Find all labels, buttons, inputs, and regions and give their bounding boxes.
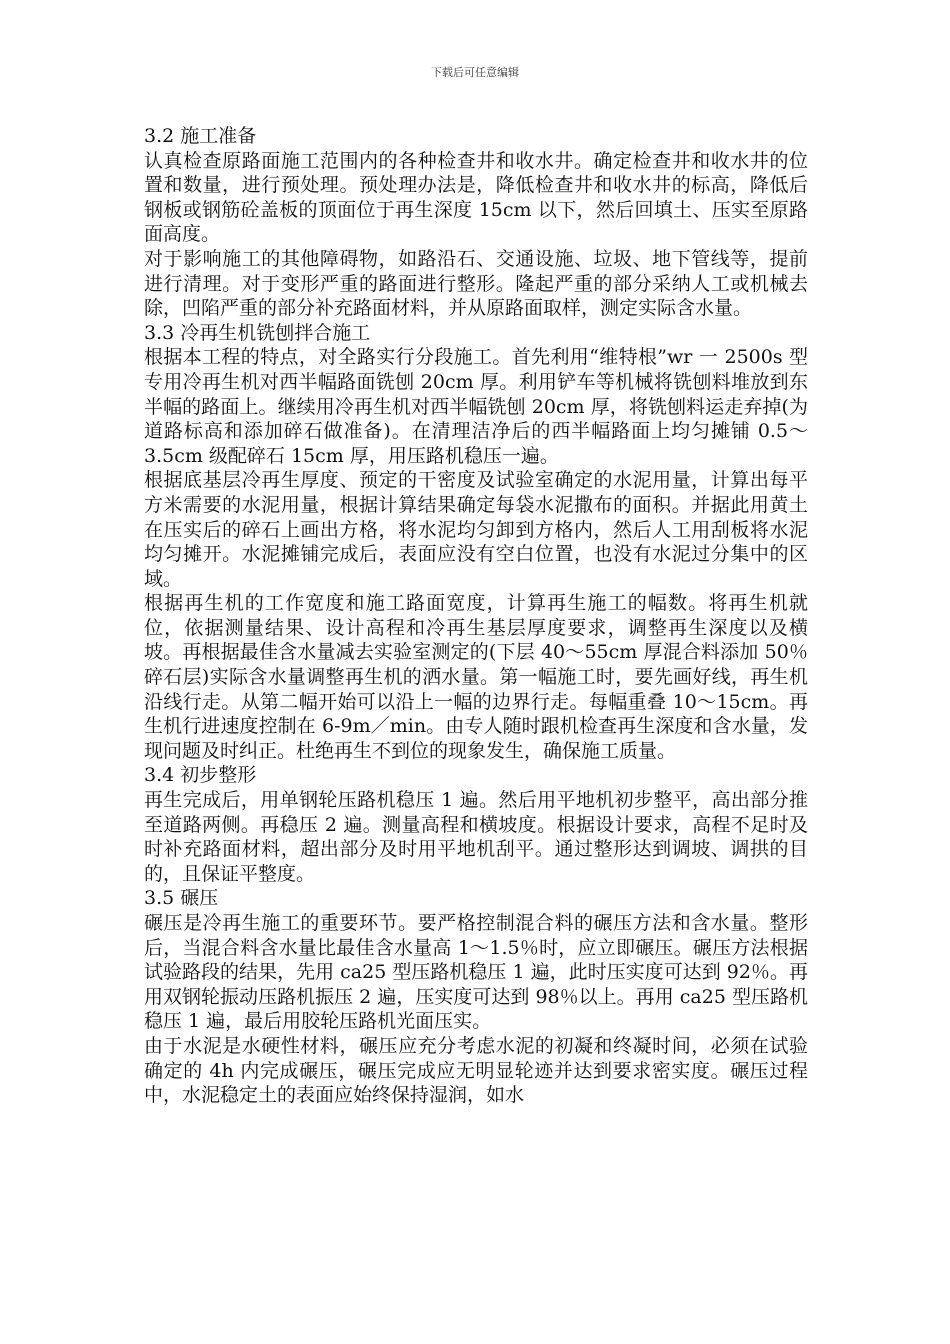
section-heading-3-5: 3.5 碾压 (144, 887, 219, 910)
paragraph: 碾压是冷再生施工的重要环节。要严格控制混合料的碾压方法和含水量。整形后，当混合料含水量比最佳含水量高 1～1.5％时，应立即碾压。碾压方法根据试验路段的结果，先用 ca25 型压路机稳压 1 遍，此时压实度可达到 92％。再用双钢轮振动压路机振压 2 遍，压实度可达到 98％以上。再用 ca25 型压路机稳压 1 遍，最后用胶轮压路机光面压实。 (144, 912, 808, 1033)
document-body (144, 124, 808, 1108)
paragraph: 认真检查原路面施工范围内的各种检查井和收水井。确定检查井和收水井的位置和数量，进行预处理。预处理办法是，降低检查井和收水井的标高，降低后钢板或钢筋砼盖板的顶面位于再生深度 15cm 以下，然后回填土、压实至原路面高度。 (144, 149, 808, 246)
paragraph: 再生完成后，用单钢轮压路机稳压 1 遍。然后用平地机初步整平，高出部分推至道路两侧。再稳压 2 遍。测量高程和横坡度。根据设计要求，高程不足时及时补充路面材料，超出部分及时用平地机刮平。通过整形达到调坡、调拱的目的，且保证平整度。 (144, 789, 808, 885)
paragraph: 由于水泥是水硬性材料，碾压应充分考虑水泥的初凝和终凝时间，必须在试验确定的 4h 内完成碾压，碾压完成应无明显轮迹并达到要求密实度。碾压过程中，水泥稳定土的表面应始终保持湿润，如水 (144, 1034, 808, 1107)
section-heading-3-3: 3.3 冷再生机铣刨拌合施工 (144, 321, 371, 344)
paragraph: 根据本工程的特点，对全路实行分段施工。首先利用“维特根”wr 一 2500s 型专用冷再生机对西半幅路面铣刨 20cm 厚。利用铲车等机械将铣刨料堆放到东半幅的路面上。继续用冷再生机对西半幅铣刨 20cm 厚，将铣刨料运走弃掉(为道路标高和添加碎石做准备)。在清理洁净后的西半幅路面上均匀摊铺 0.5～3.5cm 级配碎石 15cm 厚，用压路机稳压一遍。 (144, 346, 808, 467)
paragraph: 根据再生机的工作宽度和施工路面宽度，计算再生施工的幅数。将再生机就位，依据测量结果、设计高程和冷再生基层厚度要求，调整再生深度以及横坡。再根据最佳含水量减去实验室测定的(下层 40～55cm 厚混合料添加 50％碎石层)实际含水量调整再生机的洒水量。第一幅施工时，要先画好线，再生机沿线行走。从第二幅开始可以沿上一幅的边界行走。每幅重叠 10～15cm。再生机行进速度控制在 6-9m／min。由专人随时跟机检查再生深度和含水量，发现问题及时纠正。杜绝再生不到位的现象发生，确保施工质量。 (144, 592, 808, 762)
section-heading-3-2: 3.2 施工准备 (144, 125, 257, 147)
page-header: 下载后可任意编辑 (431, 66, 519, 79)
paragraph: 根据底基层冷再生厚度、预定的干密度及试验室确定的水泥用量，计算出每平方米需要的水泥用量，根据计算结果确定每袋水泥撒布的面积。并据此用黄土在压实后的碎石上画出方格，将水泥均匀卸到方格内，然后人工用刮板将水泥均匀摊开。水泥摊铺完成后，表面应没有空白位置，也没有水泥过分集中的区域。 (144, 469, 808, 590)
section-heading-3-4: 3.4 初步整形 (144, 764, 257, 787)
paragraph: 对于影响施工的其他障碍物，如路沿石、交通设施、垃圾、地下管线等，提前进行清理。对于变形严重的路面进行整形。隆起严重的部分采纳人工或机械去除，凹陷严重的部分补充路面材料，并从原路面取样，测定实际含水量。 (144, 247, 808, 320)
